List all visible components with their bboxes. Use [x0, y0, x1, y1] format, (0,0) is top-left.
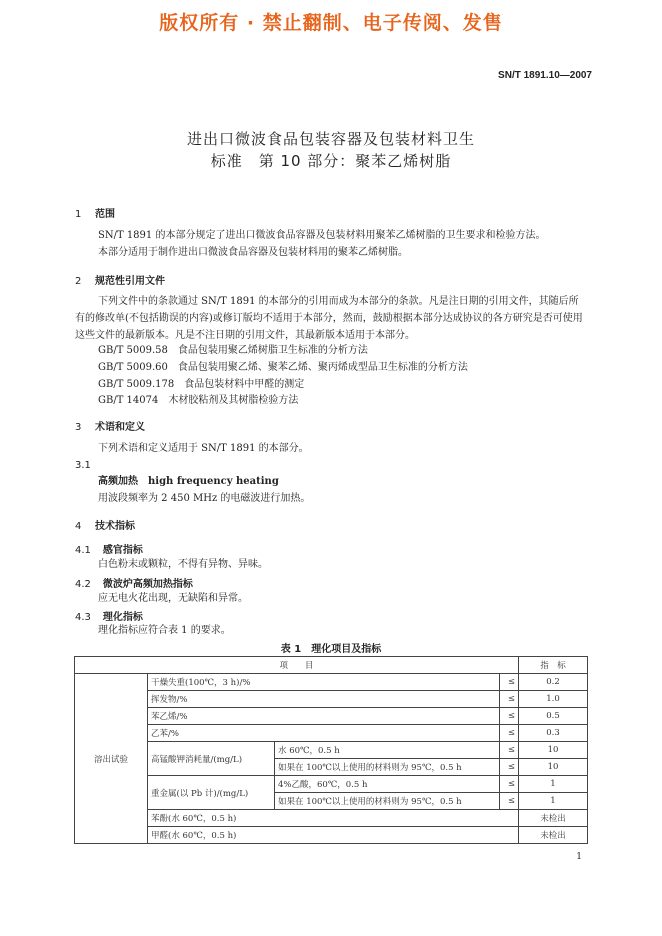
standard-number: SN/T 1891.10—2007 [498, 70, 592, 81]
row-value: 1 [519, 793, 588, 810]
section-1-para-2: 本部分适用于制作进出口微波食品容器及包装材料用的聚苯乙烯树脂。 [98, 247, 408, 258]
le-symbol: ≤ [500, 793, 519, 810]
section-number: 2 [75, 276, 82, 287]
row-value: 0.5 [519, 708, 588, 725]
section-title: 规范性引用文件 [95, 276, 165, 287]
reference-item: GB/T 5009.58 食品包装用聚乙烯树脂卫生标准的分析方法 [98, 345, 368, 356]
metal-label: 重金属(以 Pb 计)/(mg/L) [148, 776, 275, 810]
subsection-number: 4.2 [75, 579, 91, 590]
subsection-4-2-heading [75, 575, 193, 590]
section-3-heading [75, 418, 145, 433]
condition: 水 60℃，0.5 h [275, 742, 500, 759]
page-number: 1 [576, 852, 582, 862]
row-item: 苯酚(水 60℃，0.5 h) [148, 810, 519, 827]
reference-item: GB/T 5009.178 食品包装材料中甲醛的测定 [98, 379, 305, 390]
row-value: 未检出 [519, 810, 588, 827]
section-number: 3 [75, 422, 82, 433]
section-2-para-1: 下列文件中的条款通过 SN/T 1891 的本部分的引用而成为本部分的条款。凡是注日期的引用文件，其随后所有的修改单(不包括勘误的内容)或修订版均不适用于本部分，然而，鼓励根据本部分达成协议的各方研究是否可使用这些文件的最新版本。凡是不注日期的引用文件，其最新版本适用于本部分。 [75, 296, 583, 341]
section-title: 术语和定义 [95, 422, 145, 433]
section-number: 4 [75, 521, 82, 532]
subsection-title: 感官指标 [102, 545, 143, 556]
table-row [75, 742, 588, 759]
condition: 如果在 100℃以上使用的材料则为 95℃，0.5 h [275, 759, 500, 776]
row-value: 10 [519, 759, 588, 776]
subsection-number: 4.1 [75, 545, 91, 556]
title-line-1: 进出口微波食品包装容器及包装材料卫生 [186, 130, 475, 148]
subsection-4-3-text: 理化指标应符合表 1 的要求。 [98, 625, 231, 636]
row-item: 挥发物/% [148, 691, 500, 708]
table-caption: 表 1 理化项目及指标 [280, 644, 382, 655]
condition: 如果在 100℃以上使用的材料则为 95℃，0.5 h [275, 793, 500, 810]
subsection-title: 微波炉高频加热指标 [102, 579, 193, 590]
section-4-heading [75, 517, 135, 532]
le-symbol: ≤ [500, 708, 519, 725]
table-row [75, 827, 588, 844]
header-item: 项 目 [75, 657, 519, 674]
le-symbol: ≤ [500, 742, 519, 759]
title-line-2: 标准 第 10 部分：聚苯乙烯树脂 [210, 152, 452, 170]
row-value: 1 [519, 776, 588, 793]
table-row [75, 674, 588, 691]
group-label: 溶出试验 [75, 674, 148, 844]
subsection-number: 4.3 [75, 612, 91, 623]
row-item: 乙苯/% [148, 725, 500, 742]
physicochemical-table [74, 656, 588, 844]
le-symbol: ≤ [500, 776, 519, 793]
term-definition: 用波段频率为 2 450 MHz 的电磁波进行加热。 [98, 493, 311, 504]
table-row [75, 725, 588, 742]
section-number: 1 [75, 209, 82, 220]
section-title: 技术指标 [95, 521, 135, 532]
le-symbol: ≤ [500, 725, 519, 742]
row-value: 0.2 [519, 674, 588, 691]
row-value: 10 [519, 742, 588, 759]
reference-item: GB/T 14074 木材胶粘剂及其树脂检验方法 [98, 395, 299, 406]
section-2-heading [75, 272, 165, 287]
table-row [75, 708, 588, 725]
le-symbol: ≤ [500, 691, 519, 708]
le-symbol: ≤ [500, 759, 519, 776]
row-value: 未检出 [519, 827, 588, 844]
table-header-row [75, 657, 588, 674]
row-item: 甲醛(水 60℃，0.5 h) [148, 827, 519, 844]
section-3-para-1: 下列术语和定义适用于 SN/T 1891 的本部分。 [98, 443, 309, 454]
subsection-4-3-heading [75, 608, 143, 623]
row-item: 苯乙烯/% [148, 708, 500, 725]
subsection-title: 理化指标 [102, 612, 143, 623]
condition: 4%乙酸，60℃，0.5 h [275, 776, 500, 793]
subsection-4-1-text: 白色粉末或颗粒，不得有异物、异味。 [98, 559, 268, 570]
term-heading: 高频加热 high frequency heating [98, 476, 279, 487]
row-value: 0.3 [519, 725, 588, 742]
le-symbol: ≤ [500, 674, 519, 691]
table-row [75, 776, 588, 793]
section-1-heading [75, 205, 115, 220]
table-row [75, 810, 588, 827]
reference-item: GB/T 5009.60 食品包装用聚乙烯、聚苯乙烯、聚丙烯成型品卫生标准的分析方法 [98, 362, 468, 373]
subsection-4-1-heading [75, 541, 143, 556]
subsection-4-2-text: 应无电火花出现，无缺陷和异常。 [98, 593, 248, 604]
kmno4-label: 高锰酸钾消耗量/(mg/L) [148, 742, 275, 776]
subsection-3-1-number: 3.1 [75, 460, 91, 471]
section-1-para-1: SN/T 1891 的本部分规定了进出口微波食品容器及包装材料用聚苯乙烯树脂的卫生要求和检验方法。 [98, 230, 546, 241]
table-row [75, 691, 588, 708]
header-value: 指 标 [519, 657, 588, 674]
row-item: 干燥失重(100℃，3 h)/% [148, 674, 500, 691]
copyright-banner: 版权所有 · 禁止翻制、电子传阅、发售 [159, 12, 503, 34]
section-title: 范围 [95, 209, 115, 220]
row-value: 1.0 [519, 691, 588, 708]
